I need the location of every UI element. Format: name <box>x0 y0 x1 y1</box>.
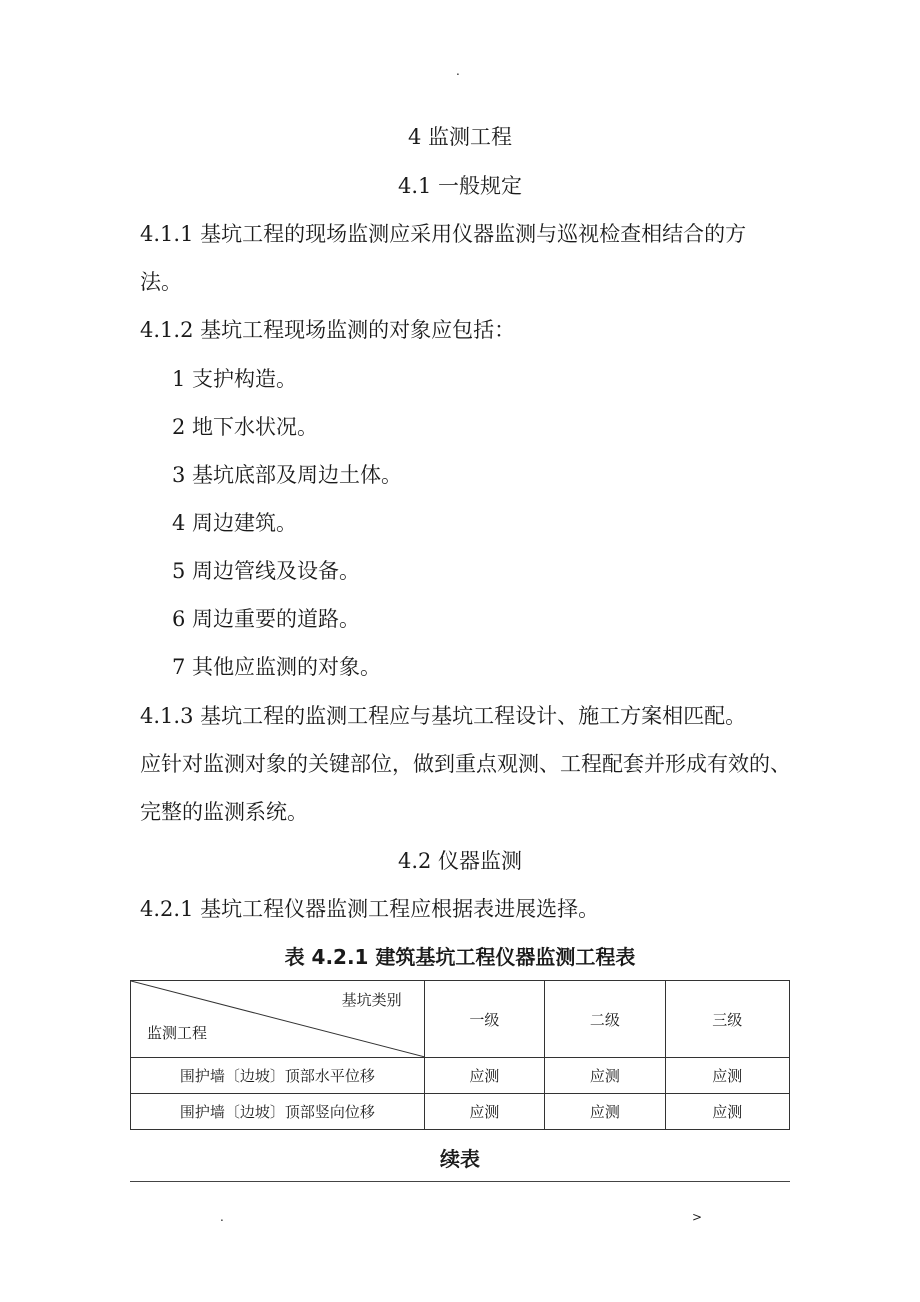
monitoring-table <box>130 980 790 1130</box>
paragraph-4-1-2: 4.1.2 基坑工程现场监测的对象应包括： <box>140 318 516 342</box>
row-item: 围护墙〔边坡〕顶部水平位移 <box>131 1058 425 1094</box>
column-header: 二级 <box>545 981 665 1058</box>
section-4-1-title: 4.1 一般规定 <box>397 174 523 198</box>
list-item: 7 其他应监测的对象。 <box>172 655 382 679</box>
paragraph-4-1-3-line-3: 完整的监测系统。 <box>140 800 308 824</box>
header-mark: . <box>456 64 460 78</box>
paragraph-4-1-3-line-2: 应针对监测对象的关键部位，做到重点观测、工程配套并形成有效的、 <box>140 752 791 776</box>
corner-label-item: 监测工程 <box>147 1024 208 1042</box>
list-item: 1 支护构造。 <box>172 367 298 391</box>
column-header: 三级 <box>665 981 789 1058</box>
list-item: 2 地下水状况。 <box>172 415 319 439</box>
chapter-title: 4 监测工程 <box>407 125 513 149</box>
table-header-row <box>131 981 790 1058</box>
continued-label: 续表 <box>440 1147 480 1171</box>
paragraph-4-2-1: 4.2.1 基坑工程仪器监测工程应根据表进展选择。 <box>140 897 600 921</box>
footer-right-mark: > <box>692 1210 703 1224</box>
paragraph-4-1-1-line-1: 4.1.1 基坑工程的现场监测应采用仪器监测与巡视检查相结合的方 <box>140 222 747 246</box>
corner-label-category: 基坑类别 <box>341 991 402 1009</box>
row-item: 围护墙〔边坡〕顶部竖向位移 <box>131 1094 425 1130</box>
footer-left-mark: . <box>220 1210 224 1224</box>
list-item: 4 周边建筑。 <box>172 511 298 535</box>
table-cell: 应测 <box>665 1058 789 1094</box>
section-4-2-title: 4.2 仪器监测 <box>397 849 523 873</box>
table-cell: 应测 <box>665 1094 789 1130</box>
list-item: 3 基坑底部及周边土体。 <box>172 463 403 487</box>
table-row <box>131 1058 790 1094</box>
footer-rule <box>130 1181 790 1182</box>
table-cell: 应测 <box>424 1058 544 1094</box>
paragraph-4-1-3-line-1: 4.1.3 基坑工程的监测工程应与基坑工程设计、施工方案相匹配。 <box>140 704 747 728</box>
table-caption: 表 4.2.1 建筑基坑工程仪器监测工程表 <box>284 945 636 969</box>
list-item: 5 周边管线及设备。 <box>172 559 361 583</box>
table-cell: 应测 <box>545 1058 665 1094</box>
table-corner-cell <box>131 981 425 1058</box>
column-header: 一级 <box>424 981 544 1058</box>
list-item: 6 周边重要的道路。 <box>172 607 361 631</box>
paragraph-4-1-1-line-2: 法。 <box>140 270 182 294</box>
table-row <box>131 1094 790 1130</box>
table-cell: 应测 <box>424 1094 544 1130</box>
table-cell: 应测 <box>545 1094 665 1130</box>
